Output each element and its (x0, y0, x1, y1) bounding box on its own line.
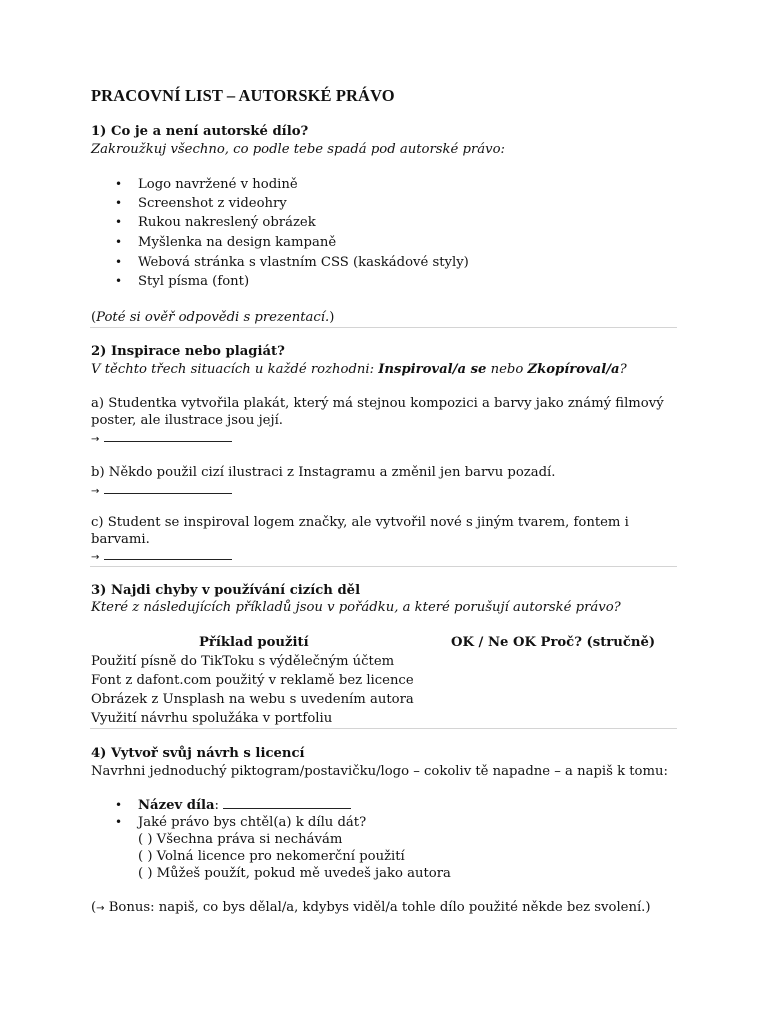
table-header-verdict: OK / Ne OK Proč? (stručně) (451, 635, 656, 650)
list-item: Rukou nakreslený obrázek (138, 215, 316, 230)
bullet-icon: • (115, 215, 123, 229)
list-item: Styl písma (font) (138, 274, 250, 289)
answer-line-a[interactable] (91, 429, 232, 449)
bullet-icon: • (115, 196, 123, 210)
page-title: PRACOVNÍ LIST – AUTORSKÉ PRÁVO (91, 86, 395, 105)
bullet-icon: • (115, 255, 123, 269)
table-row: Obrázek z Unsplash na webu s uvedením autora (91, 692, 414, 707)
situation-c-line-1: c) Student se inspiroval logem značky, ale vytvořil nové s jiným tvarem, fontem i (91, 515, 629, 530)
situation-c-line-2: barvami. (91, 532, 150, 547)
section-4-heading: 4) Vytvoř svůj návrh s licencí (91, 746, 305, 761)
rights-option-attribution[interactable]: ( ) Můžeš použít, pokud mě uvedeš jako autora (138, 866, 451, 881)
answer-blank[interactable] (104, 481, 232, 494)
bullet-icon: • (115, 177, 123, 191)
answer-line-c[interactable] (91, 547, 232, 567)
note-text: Poté si ověř odpovědi s prezentací. (96, 310, 330, 325)
situation-a-line-1: a) Studentka vytvořila plakát, který má stejnou kompozici a barvy jako známý filmový (91, 396, 664, 411)
arrow-icon: → (91, 434, 100, 445)
table-row: Použití písně do TikToku s výdělečným účtem (91, 654, 395, 669)
work-name-blank[interactable] (223, 796, 351, 809)
list-item: Logo navržené v hodině (138, 177, 298, 192)
table-row: Využití návrhu spolužáka v portfoliu (91, 711, 333, 726)
bullet-icon: • (115, 235, 123, 249)
bonus-note (91, 898, 651, 918)
bullet-icon: • (115, 798, 123, 812)
section-divider (90, 566, 677, 567)
situation-b-line-1: b) Někdo použil cizí ilustraci z Instagramu a změnil jen barvu pozadí. (91, 465, 556, 480)
section-1-instruction: Zakroužkuj všechno, co podle tebe spadá pod autorské právo: (91, 142, 505, 157)
section-3-heading: 3) Najdi chyby v používání cizích děl (91, 583, 361, 598)
arrow-icon: → (91, 486, 100, 497)
instr-part: ? (619, 362, 627, 377)
section-1-heading: 1) Co je a není autorské dílo? (91, 124, 309, 139)
rights-option-all-rights[interactable]: ( ) Všechna práva si nechávám (138, 832, 343, 847)
bullet-icon: • (115, 815, 123, 829)
answer-blank[interactable] (104, 429, 232, 442)
situation-a-line-2: poster, ale ilustrace jsou její. (91, 413, 283, 428)
section-2-instruction (91, 360, 627, 379)
instr-part: nebo (486, 362, 528, 377)
instr-part: V těchto třech situacích u každé rozhodni: (91, 362, 379, 377)
work-name-label: Název díla (138, 798, 215, 813)
list-item: Myšlenka na design kampaně (138, 235, 337, 250)
bullet-icon: • (115, 274, 123, 288)
note-paren-open: ( (91, 310, 97, 325)
section-3-instruction: Které z následujících příkladů jsou v pořádku, a které porušují autorské právo? (91, 600, 621, 615)
arrow-icon: → (91, 552, 100, 563)
table-header-example: Příklad použití (199, 635, 309, 650)
work-name-colon: : (214, 798, 219, 813)
arrow-icon: → (96, 903, 105, 914)
bonus-text: Bonus: napiš, co bys dělal/a, kdybys viděl/a tohle dílo použité někde bez svolení.) (104, 900, 651, 915)
section-divider (90, 728, 677, 729)
list-item: Webová stránka s vlastním CSS (kaskádové styly) (138, 255, 469, 270)
bonus-paren-open: ( (91, 900, 97, 915)
answer-line-b[interactable] (91, 481, 232, 501)
section-2-heading: 2) Inspirace nebo plagiát? (91, 344, 285, 359)
instr-option-copied: Zkopíroval/a (527, 362, 620, 377)
section-divider (90, 327, 677, 328)
section-4-instruction: Navrhni jednoduchý piktogram/postavičku/logo – cokoliv tě napadne – a napiš k tomu: (91, 764, 668, 779)
table-row: Font z dafont.com použitý v reklamě bez licence (91, 673, 414, 688)
note-paren-close: ) (329, 310, 335, 325)
answer-blank[interactable] (104, 547, 232, 560)
list-item: Screenshot z videohry (138, 196, 287, 211)
rights-option-noncommercial[interactable]: ( ) Volná licence pro nekomerční použití (138, 849, 405, 864)
instr-option-inspired: Inspiroval/a se (378, 362, 487, 377)
section-1-note (91, 308, 334, 327)
rights-question: Jaké právo bys chtěl(a) k dílu dát? (138, 815, 367, 830)
